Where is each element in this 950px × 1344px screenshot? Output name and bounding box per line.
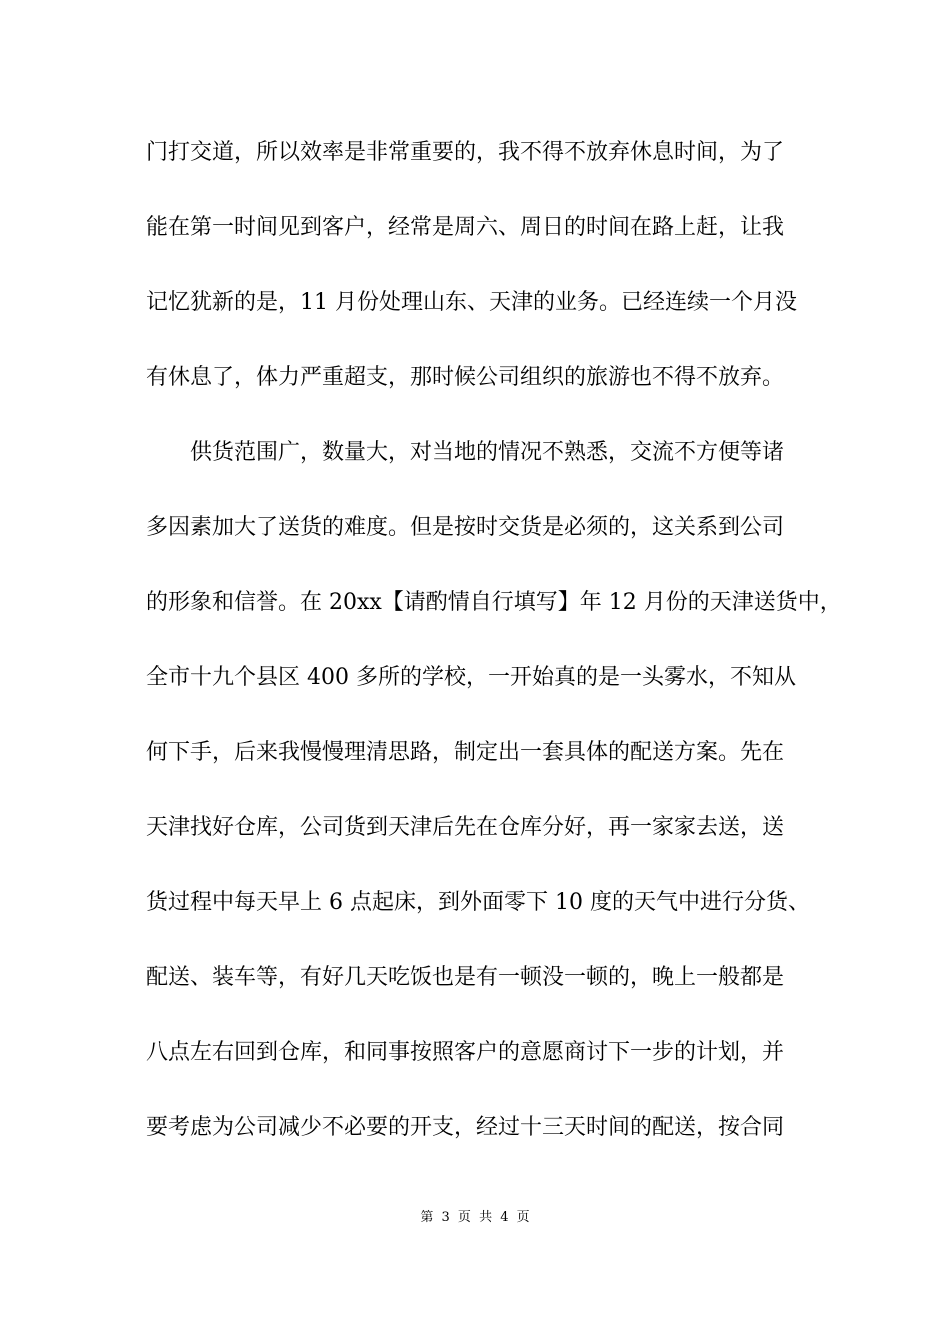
paragraph-line: 八点左右回到仓库，和同事按照客户的意愿商讨下一步的计划，并 [146, 1040, 785, 1065]
footer-page-word: 页 [457, 1210, 471, 1225]
paragraph-line: 货过程中每天早上 6 点起床，到外面零下 10 度的天气中进行分货、 [146, 890, 810, 915]
paragraph-line: 何下手，后来我慢慢理清思路，制定出一套具体的配送方案。先在 [146, 740, 785, 765]
paragraph-line: 多因素加大了送货的难度。但是按时交货是必须的，这关系到公司 [146, 515, 785, 540]
paragraph-line: 记忆犹新的是，11 月份处理山东、天津的业务。已经连续一个月没 [146, 290, 797, 315]
page-footer [0, 1208, 950, 1228]
paragraph-line: 有休息了，体力严重超支，那时候公司组织的旅游也不得不放弃。 [146, 365, 785, 390]
paragraph-line: 门打交道，所以效率是非常重要的，我不得不放弃休息时间，为了 [146, 140, 785, 165]
footer-total-prefix: 共 [479, 1210, 493, 1225]
footer-page-prefix: 第 [420, 1210, 434, 1225]
footer-total-pages: 4 [500, 1210, 509, 1225]
paragraph-line: 配送、装车等，有好几天吃饭也是有一顿没一顿的，晚上一般都是 [146, 965, 785, 990]
footer-page-word-end: 页 [516, 1210, 530, 1225]
paragraph-line: 天津找好仓库，公司货到天津后先在仓库分好，再一家家去送，送 [146, 815, 785, 840]
paragraph-line: 的形象和信誉。在 20xx【请酌情自行填写】年 12 月份的天津送货中， [146, 590, 842, 615]
paragraph-line: 全市十九个县区 400 多所的学校，一开始真的是一头雾水，不知从 [146, 665, 796, 690]
paragraph-line: 供货范围广，数量大，对当地的情况不熟悉，交流不方便等诸 [190, 440, 785, 465]
paragraph-line: 要考虑为公司减少不必要的开支，经过十三天时间的配送，按合同 [146, 1115, 785, 1140]
paragraph-line: 能在第一时间见到客户，经常是周六、周日的时间在路上赶，让我 [146, 215, 785, 240]
footer-current-page: 3 [441, 1210, 450, 1225]
